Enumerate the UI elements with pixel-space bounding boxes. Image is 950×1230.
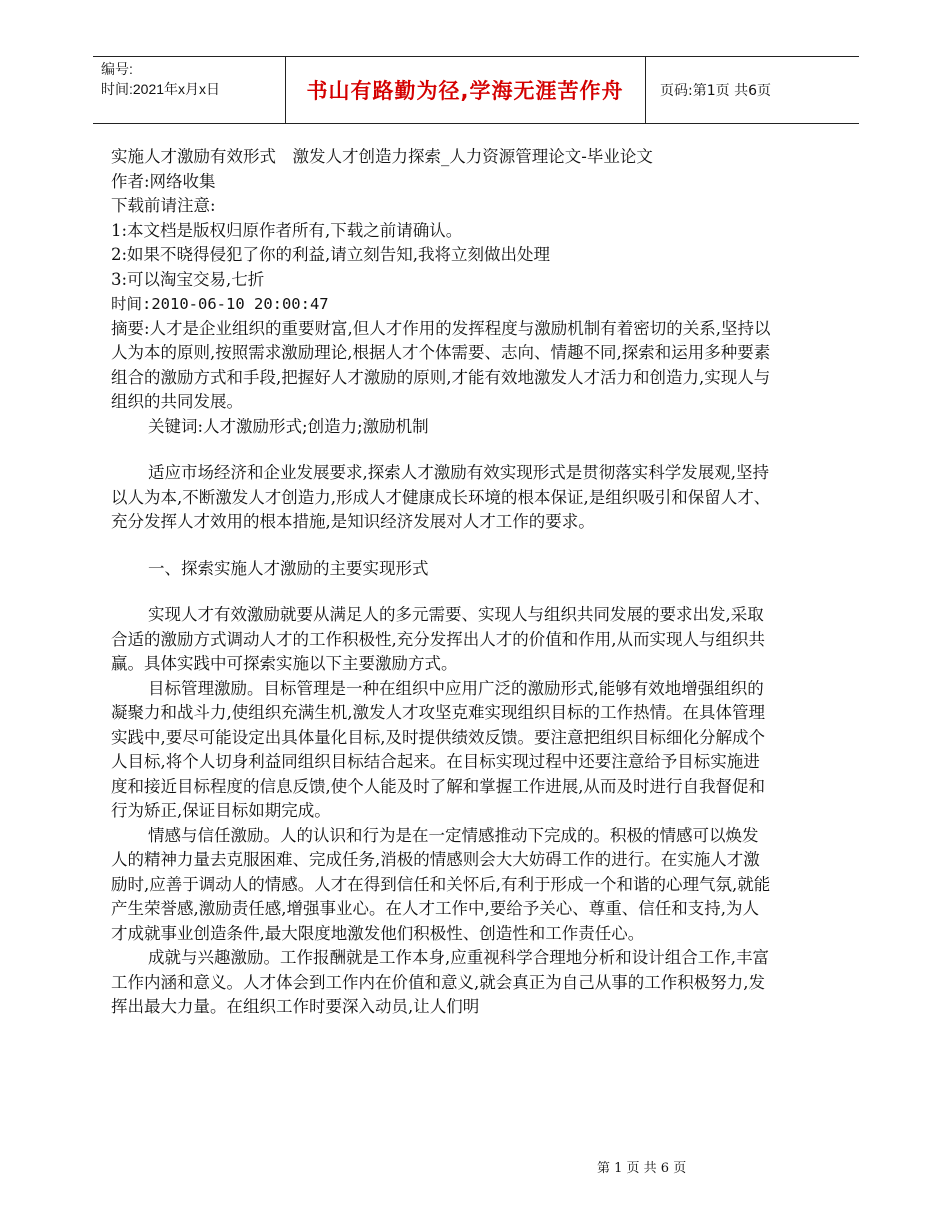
body-paragraph: 成就与兴趣激励。工作报酬就是工作本身,应重视科学合理地分析和设计组合工作,丰富工作内涵和意义。人才体会到工作内在价值和意义,就会真正为自己从事的工作积极努力,发挥出最大力量。在组织工作时要深入动员,让人们明 [111,948,769,1016]
header-page-info: 页码:第1页 共6页 [660,83,771,99]
notice-item-3: 3:可以淘宝交易,七折 [111,269,265,289]
body-paragraph: 情感与信任激励。人的认识和行为是在一定情感推动下完成的。积极的情感可以焕发人的精神力量去克服困难、完成任务,消极的情感则会大大妨碍工作的进行。在实施人才激励时,应善于调动人的情感。人才在得到信任和关怀后,有利于形成一个和谐的心理气氛,就能产生荣誉感,激励责任感,增强事业心。在人才工作中,要给予关心、尊重、信任和支持,为人才成就事业创造条件,最大限度地激发他们积极性、创造性和工作责任心。 [111,825,771,943]
number-label: 编号: [101,61,133,77]
time-label: 时间:2021年x月x日 [101,81,221,97]
doc-author: 作者:网络收集 [111,171,216,191]
notice-item-1: 1:本文档是版权归原作者所有,下载之前请确认。 [111,220,463,240]
abstract: 摘要:人才是企业组织的重要财富,但人才作用的发挥程度与激励机制有着密切的关系,坚持以人为本的原则,按照需求激励理论,根据人才个体需要、志向、情趣不同,探索和运用多种要素组合的激励方式和手段,把握好人才激励的原则,才能有效地激发人才活力和创造力,实现人与组织的共同发展。 [111,318,771,411]
intro-paragraph: 适应市场经济和企业发展要求,探索人才激励有效实现形式是贯彻落实科学发展观,坚持以人为本,不断激发人才创造力,形成人才健康成长环境的根本保证,是组织吸引和保留人才、充分发挥人才效用的根本措施,是知识经济发展对人才工作的要求。 [111,463,771,531]
header-meta [101,59,286,99]
notice-title: 下载前请注意: [111,196,216,215]
header-motto: 书山有路勤为径,学海无涯苦作舟 [306,79,624,103]
header-divider-right [645,57,646,123]
doc-title: 实施人才激励有效形式 激发人才创造力探索_人力资源管理论文-毕业论文 [111,147,653,166]
publish-time: 时间:2010-06-10 20:00:47 [111,295,329,313]
keywords: 关键词:人才激励形式;创造力;激励机制 [148,416,429,436]
section-heading: 一、探索实施人才激励的主要实现形式 [148,558,429,578]
page-header [93,56,859,124]
body-paragraph: 目标管理激励。目标管理是一种在组织中应用广泛的激励形式,能够有效地增强组织的凝聚力和战斗力,使组织充满生机,激发人才攻坚克难实现组织目标的工作热情。在具体管理实践中,要尽可能设定出具体量化目标,及时提供绩效反馈。要注意把组织目标细化分解成个人目标,将个人切身利益同组织目标结合起来。在目标实现过程中还要注意给予目标实施进度和接近目标程度的信息反馈,使个人能及时了解和掌握工作进展,从而及时进行自我督促和行为矫正,保证目标如期完成。 [111,678,765,820]
footer-page-number: 第 1 页 共 6 页 [597,1161,687,1176]
document-body [111,145,771,1020]
body-paragraph: 实现人才有效激励就要从满足人的多元需要、实现人与组织共同发展的要求出发,采取合适的激励方式调动人才的工作积极性,充分发挥出人才的价值和作用,从而实现人与组织共赢。具体实践中可探索实施以下主要激励方式。 [111,605,765,673]
notice-item-2: 2:如果不晓得侵犯了你的利益,请立刻告知,我将立刻做出处理 [111,245,551,264]
